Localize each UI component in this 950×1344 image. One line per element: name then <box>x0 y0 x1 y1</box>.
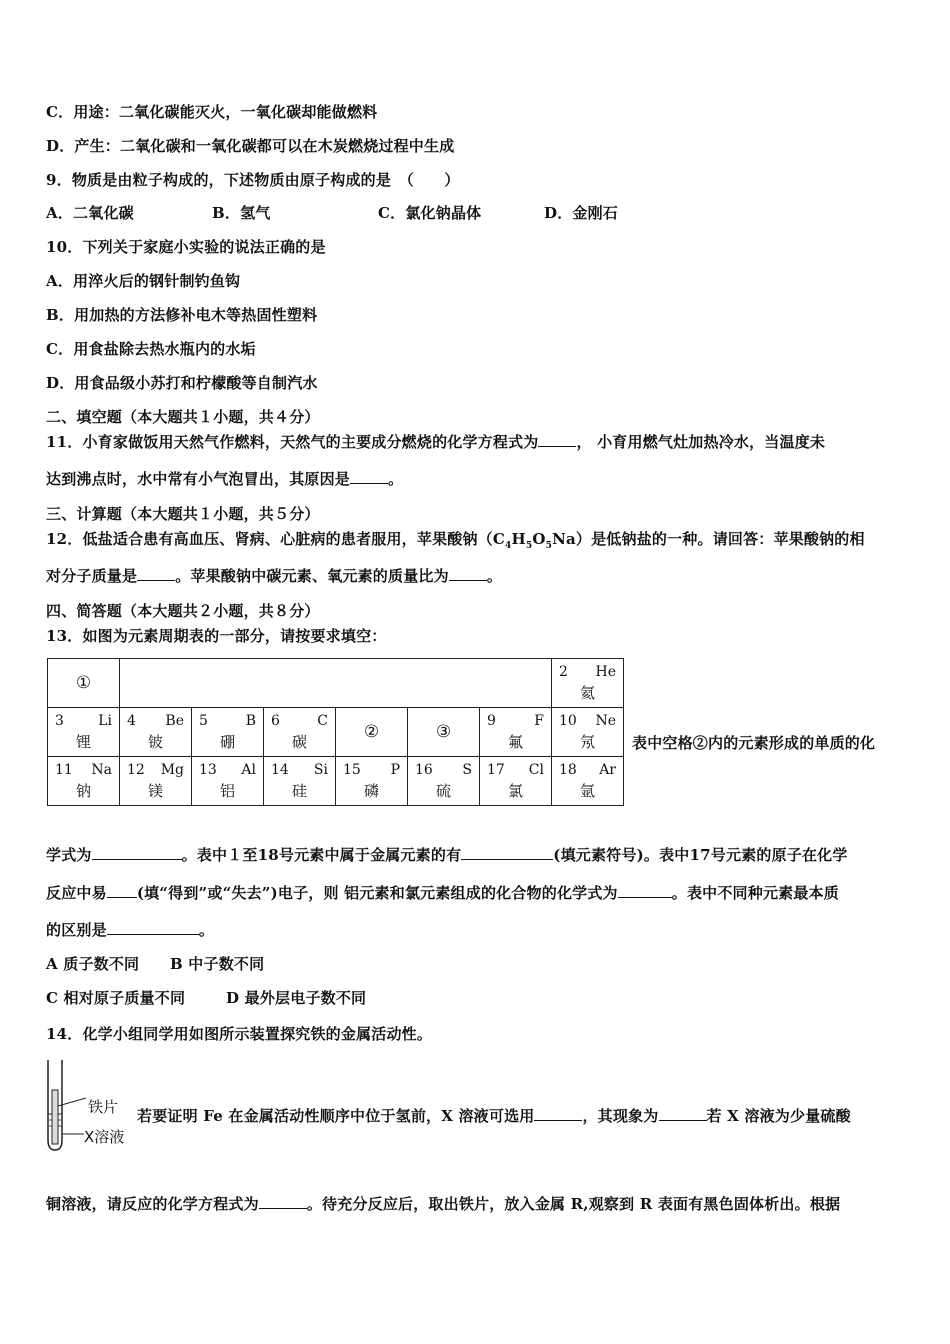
element-name: 氩 <box>579 782 595 800</box>
q11-line-1 <box>46 432 825 452</box>
atomic-number: 9 <box>487 713 496 729</box>
q11-blank-2 <box>350 469 388 484</box>
q10-option-b: B．用加热的方法修补电木等热固性塑料 <box>46 306 318 324</box>
q10-option-d: D．用食品级小苏打和柠檬酸等自制汽水 <box>46 374 318 392</box>
cell-unknown-element <box>408 708 480 757</box>
q12-sub-h: 5 <box>525 541 533 551</box>
q13-stem: 13．如图为元素周期表的一部分，请按要求填空： <box>46 627 387 645</box>
cell-element <box>120 708 192 757</box>
q14-text-1c: 若 X 溶液为少量硫酸 <box>706 1107 851 1125</box>
q13-blank-1 <box>92 845 182 860</box>
q13-blank-2 <box>461 845 553 860</box>
q12-line-1 <box>46 529 865 556</box>
q11-blank-1 <box>538 432 576 447</box>
q12-blank-1 <box>137 566 175 581</box>
element-symbol: Al <box>241 762 256 778</box>
q9-options <box>46 203 618 223</box>
circle-label-1: ① <box>75 673 92 693</box>
table-row <box>48 757 624 806</box>
q13-text-3a: 的区别是 <box>46 921 107 939</box>
q12-text-2b: 。苹果酸钠中碳元素、氧元素的质量比为 <box>175 567 449 585</box>
q14-stem: 14．化学小组同学用如图所示装置探究铁的金属活动性。 <box>46 1025 433 1043</box>
q13-text-2a: 反应中易 <box>46 884 107 902</box>
circle-label: ② <box>363 722 380 742</box>
element-symbol: Ne <box>595 713 616 729</box>
cell-element <box>336 757 408 806</box>
element-symbol: P <box>390 762 400 778</box>
q11-text-1b: ， 小育用燃气灶加热冷水，当温度未 <box>576 433 826 451</box>
atomic-number: 3 <box>55 713 64 729</box>
label-iron: 铁片 <box>88 1098 119 1116</box>
cell-he <box>552 659 624 708</box>
cell-element <box>48 757 120 806</box>
q9-stem: 9．物质是由粒子构成的，下述物质由原子构成的是 （ ） <box>46 171 460 189</box>
q14-blank-3 <box>259 1194 307 1209</box>
q12-h: H <box>511 530 526 548</box>
q10-option-a: A．用淬火后的钢针制钓鱼钩 <box>46 272 241 290</box>
cell-element <box>408 757 480 806</box>
element-name: 铍 <box>147 733 163 751</box>
cell-element <box>552 708 624 757</box>
atomic-number: 6 <box>271 713 280 729</box>
cell-element <box>120 757 192 806</box>
q13-options-cd <box>46 988 366 1008</box>
q13-side-text: 表中空格②内的元素形成的单质的化 <box>632 734 876 752</box>
element-symbol: Mg <box>160 762 184 778</box>
q11-line-2 <box>46 469 403 489</box>
table-row <box>48 659 624 708</box>
q12-line-2 <box>46 566 502 586</box>
section-4-title: 四、简答题（本大题共２小题，共８分） <box>46 602 320 620</box>
element-name: 碳 <box>291 733 307 751</box>
atomic-number: 13 <box>199 762 217 778</box>
element-symbol: B <box>245 713 256 729</box>
q13-option-d: D 最外层电子数不同 <box>226 989 367 1007</box>
q8-option-c: C．用途：二氧化碳能灭火，一氧化碳却能做燃料 <box>46 103 378 121</box>
element-name: 硼 <box>219 733 235 751</box>
element-name: 氟 <box>507 733 523 751</box>
q14-text-2b: 。待充分反应后，取出铁片，放入金属 R,观察到 R 表面有黑色固体析出。根据 <box>306 1195 841 1213</box>
element-name: 氖 <box>579 733 595 751</box>
q13-line-1 <box>46 845 848 865</box>
q13-text-1a: 学式为 <box>46 846 92 864</box>
q13-line-2 <box>46 883 839 903</box>
cell-element <box>264 757 336 806</box>
q12-text-1b: Na）是低钠盐的一种。请回答：苹果酸钠的相 <box>552 530 865 548</box>
atomic-number: 5 <box>199 713 208 729</box>
element-symbol: Na <box>91 762 112 778</box>
q9-option-a: A．二氧化碳 <box>46 204 134 222</box>
q11-text-2b: 。 <box>388 470 404 488</box>
q14-blank-2 <box>659 1106 707 1121</box>
periodic-table <box>47 658 624 806</box>
q12-sub-o: 5 <box>545 541 553 551</box>
cell-unknown-element <box>336 708 408 757</box>
cell-element <box>192 708 264 757</box>
element-symbol: F <box>534 713 544 729</box>
atomic-number: 16 <box>415 762 433 778</box>
q10-option-c: C．用食盐除去热水瓶内的水垢 <box>46 340 256 358</box>
element-symbol: Si <box>313 762 328 778</box>
cell-element <box>480 757 552 806</box>
cell-element <box>48 708 120 757</box>
q13-text-2b: (填“得到”或“失去”)电子，则 铝元素和氯元素组成的化合物的化学式为 <box>136 884 618 902</box>
atomic-number: 2 <box>559 664 568 680</box>
q12-text-2c: 。 <box>486 567 503 585</box>
test-tube-diagram <box>44 1058 134 1158</box>
element-symbol: C <box>317 713 328 729</box>
element-name: 氯 <box>507 782 523 800</box>
element-name: 钠 <box>75 782 91 800</box>
q13-blank-4 <box>618 883 672 898</box>
q14-text-1b: ，其现象为 <box>582 1107 659 1125</box>
q12-sub-c: 4 <box>505 541 512 551</box>
q10-stem: 10．下列关于家庭小实验的说法正确的是 <box>46 238 326 256</box>
q13-option-c: C 相对原子质量不同 <box>46 989 186 1007</box>
q9-option-b: B．氢气 <box>212 204 271 222</box>
element-symbol: He <box>595 664 616 680</box>
element-name: 硅 <box>291 782 307 800</box>
element-name: 磷 <box>363 782 379 800</box>
section-2-title: 二、填空题（本大题共１小题，共４分） <box>46 408 320 426</box>
cell-element <box>480 708 552 757</box>
q13-text-1c: (填元素符号)。表中17号元素的原子在化学 <box>553 846 848 864</box>
q11-text-1a: 11．小育家做饭用天然气作燃料，天然气的主要成分燃烧的化学方程式为 <box>46 433 539 451</box>
atomic-number: 18 <box>559 762 577 778</box>
cell-element <box>264 708 336 757</box>
atomic-number: 12 <box>127 762 145 778</box>
element-name: 镁 <box>147 782 163 800</box>
q13-blank-3 <box>107 883 137 898</box>
q14-line-2 <box>46 1194 840 1214</box>
section-3-title: 三、计算题（本大题共１小题，共５分） <box>46 505 320 523</box>
q13-blank-5 <box>107 920 199 935</box>
q13-options-ab <box>46 954 264 974</box>
cell-element <box>552 757 624 806</box>
element-symbol: Cl <box>528 762 544 778</box>
q12-o: O <box>532 530 546 548</box>
q12-blank-2 <box>449 566 487 581</box>
q13-line-3 <box>46 920 214 940</box>
atomic-number: 4 <box>127 713 136 729</box>
q9-option-d: D．金刚石 <box>544 204 619 222</box>
element-name: 氦 <box>579 684 595 702</box>
q14-line-1 <box>137 1106 851 1126</box>
atomic-number: 17 <box>487 762 505 778</box>
q13-text-2c: 。表中不同种元素最本质 <box>671 884 839 902</box>
element-symbol: Li <box>98 713 112 729</box>
q13-text-1b: 。表中１至18号元素中属于金属元素的有 <box>181 846 462 864</box>
atomic-number: 14 <box>271 762 289 778</box>
q12-text-1a: 12．低盐适合患有高血压、肾病、心脏病的患者服用，苹果酸钠（C <box>46 530 506 548</box>
q14-text-2a: 铜溶液，请反应的化学方程式为 <box>46 1195 259 1213</box>
atomic-number: 10 <box>559 713 577 729</box>
q13-text-3b: 。 <box>198 921 215 939</box>
element-symbol: S <box>462 762 472 778</box>
element-name: 铝 <box>219 782 235 800</box>
label-x-solution: X溶液 <box>84 1128 125 1146</box>
element-symbol: Be <box>165 713 184 729</box>
q13-option-a: A 质子数不同 <box>46 955 140 973</box>
element-name: 硫 <box>435 782 451 800</box>
q11-text-2a: 达到沸点时，水中常有小气泡冒出，其原因是 <box>46 470 351 488</box>
circle-label: ③ <box>435 722 452 742</box>
atomic-number: 11 <box>55 762 73 778</box>
atomic-number: 15 <box>343 762 361 778</box>
table-gap <box>120 659 552 708</box>
q9-option-c: C．氯化钠晶体 <box>378 204 482 222</box>
q12-text-2a: 对分子质量是 <box>46 567 138 585</box>
q14-text-1a: 若要证明 Fe 在金属活动性顺序中位于氢前，X 溶液可选用 <box>137 1107 535 1125</box>
element-symbol: Ar <box>599 762 616 778</box>
element-name: 锂 <box>75 733 91 751</box>
q14-blank-1 <box>534 1106 582 1121</box>
q8-option-d: D．产生：二氧化碳和一氧化碳都可以在木炭燃烧过程中生成 <box>46 137 455 155</box>
cell-element <box>192 757 264 806</box>
table-row <box>48 708 624 757</box>
q13-option-b: B 中子数不同 <box>170 955 265 973</box>
cell-blank-1 <box>48 659 120 708</box>
